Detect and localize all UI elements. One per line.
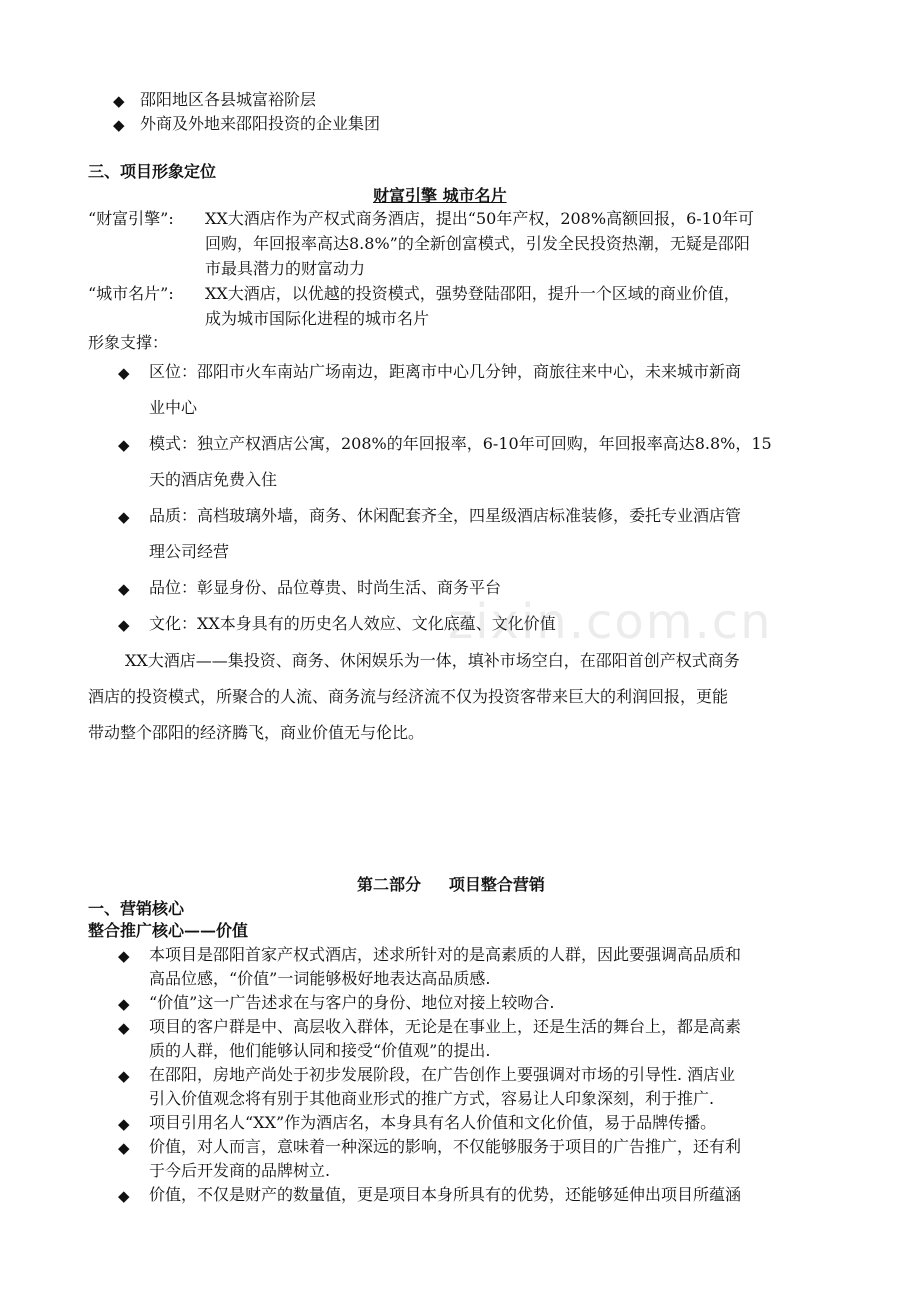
watermark: zixin.com.cn [448,594,773,650]
diamond-bullet-icon: ◆ [118,1019,130,1037]
diamond-bullet-icon: ◆ [118,436,130,454]
section-heading: 三、项目形象定位 [88,162,217,181]
part2-bullet-text: 质的人群，他们能够认同和接受“价值观”的提出. [149,1041,491,1060]
diamond-bullet-icon: ◆ [113,116,125,134]
city-label: “城市名片”: [88,284,174,303]
diamond-bullet-icon: ◆ [113,92,125,110]
part2-bullet-text: 引入价值观念将有别于其他商业形式的推广方式，容易让人印象深刻，利于推广. [149,1089,715,1108]
part2-bullet-text: “价值”这一广告述求在与客户的身份、地位对接上较吻合. [149,993,555,1012]
paragraph-line: 酒店的投资模式，所聚合的人流、商务流与经济流不仅为投资客带来巨大的利润回报，更能 [88,687,729,706]
city-text-line: 成为城市国际化进程的城市名片 [205,309,430,328]
city-text-line: XX大酒店，以优越的投资模式，强势登陆邵阳，提升一个区域的商业价值， [205,284,740,303]
support-bullet-text: 文化：XX本身具有的历史名人效应、文化底蕴、文化价值 [149,614,556,633]
diamond-bullet-icon: ◆ [118,364,130,382]
wealth-label: “财富引擎”: [88,209,174,228]
diamond-bullet-icon: ◆ [118,616,130,634]
part-title: 第二部分 项目整合营销 [357,875,545,894]
part2-bullet-text: 项目引用名人“XX”作为酒店名，本身具有名人价值和文化价值，易于品牌传播。 [149,1113,717,1132]
part2-bullet-text: 在邵阳，房地产尚处于初步发展阶段，在广告创作上要强调对市场的引导性. 酒店业 [149,1065,736,1084]
part2-bullet-text: 本项目是邵阳首家产权式酒店，述求所针对的是高素质的人群，因此要强调高品质和 [149,945,742,964]
subsection-heading: 整合推广核心——价值 [88,921,249,940]
part2-bullet-text: 项目的客户群是中、高层收入群体，无论是在事业上，还是生活的舞台上，都是高素 [149,1017,742,1036]
wealth-text-line: 市最具潜力的财富动力 [205,259,366,278]
top-bullet-text: 邵阳地区各县城富裕阶层 [140,90,317,109]
diamond-bullet-icon: ◆ [118,947,130,965]
diamond-bullet-icon: ◆ [118,1139,130,1157]
diamond-bullet-icon: ◆ [118,995,130,1013]
support-label: 形象支撑： [88,333,169,352]
paragraph-line: XX大酒店——集投资、商务、休闲娱乐为一体，填补市场空白，在邵阳首创产权式商务 [125,651,740,670]
part2-bullet-text: 价值，不仅是财产的数量值，更是项目本身所具有的优势，还能够延伸出项目所蕴涵 [149,1185,742,1204]
diamond-bullet-icon: ◆ [118,1067,130,1085]
top-bullet-text: 外商及外地来邵阳投资的企业集团 [140,114,381,133]
support-bullet-text: 品位：彰显身份、品位尊贵、时尚生活、商务平台 [149,578,502,597]
support-bullet-text: 理公司经营 [149,542,230,561]
diamond-bullet-icon: ◆ [118,1115,130,1133]
support-bullet-text: 天的酒店免费入住 [149,470,278,489]
part2-bullet-text: 于今后开发商的品牌树立. [149,1161,331,1180]
diamond-bullet-icon: ◆ [118,508,130,526]
diamond-bullet-icon: ◆ [118,1187,130,1205]
subsection-heading: 一、营销核心 [88,899,185,918]
wealth-text-line: XX大酒店作为产权式商务酒店，提出“50年产权，208%高额回报，6-10年可 [205,209,755,228]
support-bullet-text: 品质：高档玻璃外墙，商务、休闲配套齐全，四星级酒店标准装修，委托专业酒店管 [149,506,742,525]
part2-bullet-text: 价值，对人而言，意味着一种深远的影响，不仅能够服务于项目的广告推广，还有利 [149,1137,742,1156]
slogan: 财富引擎 城市名片 [373,186,507,205]
support-bullet-text: 模式：独立产权酒店公寓，208%的年回报率，6-10年可回购，年回报率高达8.8%，15 [149,434,772,453]
diamond-bullet-icon: ◆ [118,580,130,598]
paragraph-line: 带动整个邵阳的经济腾飞，商业价值无与伦比。 [88,723,425,742]
wealth-text-line: 回购，年回报率高达8.8%”的全新创富模式，引发全民投资热潮，无疑是邵阳 [205,234,750,253]
support-bullet-text: 区位：邵阳市火车南站广场南边，距离市中心几分钟，商旅往来中心，未来城市新商 [149,362,742,381]
part2-bullet-text: 高品位感，“价值”一词能够极好地表达高品质感. [149,969,491,988]
support-bullet-text: 业中心 [149,398,198,417]
